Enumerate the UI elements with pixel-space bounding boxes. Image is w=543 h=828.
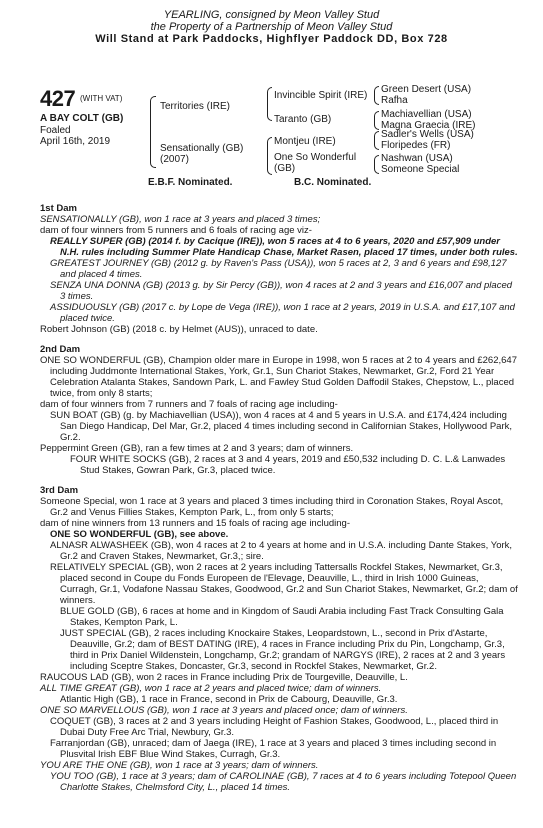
pedigree-sss: Green Desert (USA) [381, 84, 472, 95]
produce-entry: Atlantic High (GB), 1 race in France, second in Prix de Cabourg, Deauville, Gr.3. [60, 694, 398, 705]
produce-entry: Robert Johnson (GB) (2018 c. by Helmet (AUS)), unraced to date. [40, 324, 318, 335]
sire-line-bracket [267, 87, 272, 121]
pedigree-sds: Machiavellian (USA) [381, 109, 472, 120]
second-dam-produce-summary: dam of four winners from 7 runners and 7 foals of racing age including- [40, 399, 338, 410]
produce-entry: RAUCOUS LAD (GB), won 2 races in France including Prix de Tourgeville, Deauville, L. [40, 672, 408, 683]
produce-entry: GREATEST JOURNEY (GB) (2012 g. by Raven's Pass (USA)), won 5 races at 2, 3 and 6 years and £98,127 and placed 4 times. [50, 258, 507, 280]
bracket-sd [374, 111, 379, 130]
produce-entry: YOU TOO (GB), 1 race at 3 years; dam of CAROLINAE (GB), 7 races at 4 to 6 years including Totepool Queen Charlotte Stakes, Chelmsford City, L., placed 14 times. [50, 771, 517, 793]
foaled-date: April 16th, 2019 [40, 136, 111, 147]
pedigree-dds: Nashwan (USA) [381, 153, 453, 164]
first-dam-produce-summary: dam of four winners from 5 runners and 6 foals of racing age viz- [40, 225, 312, 236]
foaled-label: Foaled [40, 125, 71, 136]
first-dam-heading: 1st Dam [40, 203, 77, 214]
produce-entry: REALLY SUPER (GB) (2014 f. by Cacique (IRE)), won 5 races at 4 to 6 years, 2020 and £57,909 under N.H. rules including Summer Plate Handicap Chase, Market Rasen, placed 17 times, under both rules. [50, 236, 518, 258]
produce-entry: BLUE GOLD (GB), 6 races at home and in Kingdom of Saudi Arabia including Fast Track Consulting Gala Stakes, Kempton Park, L. [60, 606, 504, 628]
produce-entry: ONE SO WONDERFUL (GB), see above. [50, 529, 229, 540]
produce-entry: Farranjordan (GB), unraced; dam of Jaega (IRE), 1 race at 3 years and placed 3 times including second in Plusvital Irish EBF Blue Wind Stakes, Curragh, Gr.3. [50, 738, 497, 760]
pedigree-dam-dam-country: (GB) [274, 163, 296, 174]
second-dam-heading: 2nd Dam [40, 344, 81, 355]
produce-entry: FOUR WHITE SOCKS (GB), 2 races at 3 and 4 years, 2019 and £50,532 including D. C. L.& Lanwades Stud Stakes, Gowran Park, Gr.3, placed twice. [70, 454, 506, 476]
bracket-dd [374, 155, 379, 174]
pedigree-ssd: Rafha [381, 95, 408, 106]
pedigree-sire: Territories (IRE) [160, 101, 231, 112]
produce-entry: ASSIDUOUSLY (GB) (2017 c. by Lope de Vega (IRE)), won 1 race at 2 years, 2019 in U.S.A. and £17,107 and placed twice. [50, 302, 515, 324]
third-dam-record: Someone Special, won 1 race at 3 years and placed 3 times including third in Coronation Stakes, Royal Ascot, Gr.2 and Venus Fillies Stakes, Kempton Park, L., from only 5 starts; [40, 496, 504, 518]
sire-dam-bracket [150, 96, 156, 168]
first-dam-record: SENSATIONALLY (GB), won 1 race at 3 years and placed 3 times; [40, 214, 321, 225]
produce-entry: ALNASR ALWASHEEK (GB), won 4 races at 2 to 4 years at home and in U.S.A. including Dante Stakes, York, Gr.2 and Craven Stakes, Newmarket, Gr.3,; sire. [50, 540, 513, 562]
lot-title: A BAY COLT (GB) [40, 113, 124, 124]
produce-entry: SENZA UNA DONNA (GB) (2013 g. by Sir Percy (GB)), won 4 races at 2 and 3 years and £16,007 and placed 3 times. [50, 280, 513, 302]
produce-entry: ONE SO MARVELLOUS (GB), won 1 race at 3 years and placed once; dam of winners. [40, 705, 408, 716]
property-line: the Property of a Partnership of Meon Valley Stud [150, 21, 393, 33]
stabling-line: Will Stand at Park Paddocks, Highflyer Paddock DD, Box 728 [95, 33, 448, 45]
vat-note: (WITH VAT) [80, 94, 123, 103]
bc-nomination: B.C. Nominated. [294, 177, 372, 188]
bracket-ds [374, 131, 379, 150]
produce-entry: RELATIVELY SPECIAL (GB), won 2 races at 2 years including Tattersalls Rockfel Stakes, Newmarket, Gr.3, placed second in Coupe du Fonds Europeen de l'Elevage, Deauville, L., third in Irish 1000 Guineas, Curragh, Gr.1, Vodafone Nassau Stakes, Goodwood, Gr.2 and Sun Chariot Stakes, Newmarket, Gr.2; dam of winners. [50, 562, 518, 606]
produce-entry: Peppermint Green (GB), ran a few times at 2 and 3 years; dam of winners. [40, 443, 354, 454]
pedigree-sdd: Magna Graecia (IRE) [381, 120, 476, 131]
produce-entry: COQUET (GB), 3 races at 2 and 3 years including Height of Fashion Stakes, Goodwood, L., placed third in Dubai Duty Free Arc Trial, Newbury, Gr.3. [50, 716, 499, 738]
pedigree-dam-sire: Montjeu (IRE) [274, 136, 336, 147]
catalogue-body [40, 194, 518, 793]
third-dam-heading: 3rd Dam [40, 485, 79, 496]
consignor-line: YEARLING, consigned by Meon Valley Stud [163, 9, 380, 21]
produce-entry: JUST SPECIAL (GB), 2 races including Knockaire Stakes, Leopardstown, L., second in Prix d'Astarte, Deauville, Gr.2; dam of BEST DATING (IRE), 4 races in France including Prix du Pin, Longchamp, Gr.3, third in Prix Daniel Wildenstein, Longchamp, Gr.2; grandam of NARGYS (IRE), 2 races at 2 and 3 years including Sceptre Stakes, Doncaster, Gr.3, second in Rockfel Stakes, Newmarket, Gr.2. [60, 628, 506, 672]
produce-entry: ALL TIME GREAT (GB), won 1 race at 2 years and placed twice; dam of winners. [40, 683, 382, 694]
pedigree-dss: Sadler's Wells (USA) [381, 129, 474, 140]
pedigree-dsd: Floripedes (FR) [381, 140, 451, 151]
bracket-ss [374, 86, 379, 105]
lot-number: 427 [40, 86, 76, 111]
ebf-nomination: E.B.F. Nominated. [148, 177, 233, 188]
dam-line-bracket [267, 137, 272, 175]
pedigree-dam-year: (2007) [160, 154, 189, 165]
pedigree-dam-dam: One So Wonderful [274, 152, 357, 163]
pedigree-sire-dam: Taranto (GB) [274, 114, 332, 125]
produce-entry: SUN BOAT (GB) (g. by Machiavellian (USA)), won 4 races at 4 and 5 years in U.S.A. and £174,424 including San Diego Handicap, Del Mar, Gr.2, placed 4 times including second in Californian Stakes, Hollywood Park, Gr.2. [50, 410, 513, 443]
pedigree-ddd: Someone Special [381, 164, 460, 175]
produce-entry: YOU ARE THE ONE (GB), won 1 race at 3 years; dam of winners. [40, 760, 319, 771]
second-dam-record: ONE SO WONDERFUL (GB), Champion older mare in Europe in 1998, won 5 races at 2 to 4 years and £262,647 including Juddmonte International Stakes, York, Gr.1, Sun Chariot Stakes, Newmarket, Gr.2, Ford 21 Year Celebration Atalanta Stakes, Sandown Park, L. and Fawley Stud Golden Daffodil Stakes, Chepstow, L., placed twice, from only 8 starts; [40, 355, 517, 399]
pedigree-sire-sire: Invincible Spirit (IRE) [274, 90, 368, 101]
third-dam-produce-summary: dam of nine winners from 13 runners and 15 foals of racing age including- [40, 518, 350, 529]
pedigree-dam: Sensationally (GB) [160, 143, 244, 154]
